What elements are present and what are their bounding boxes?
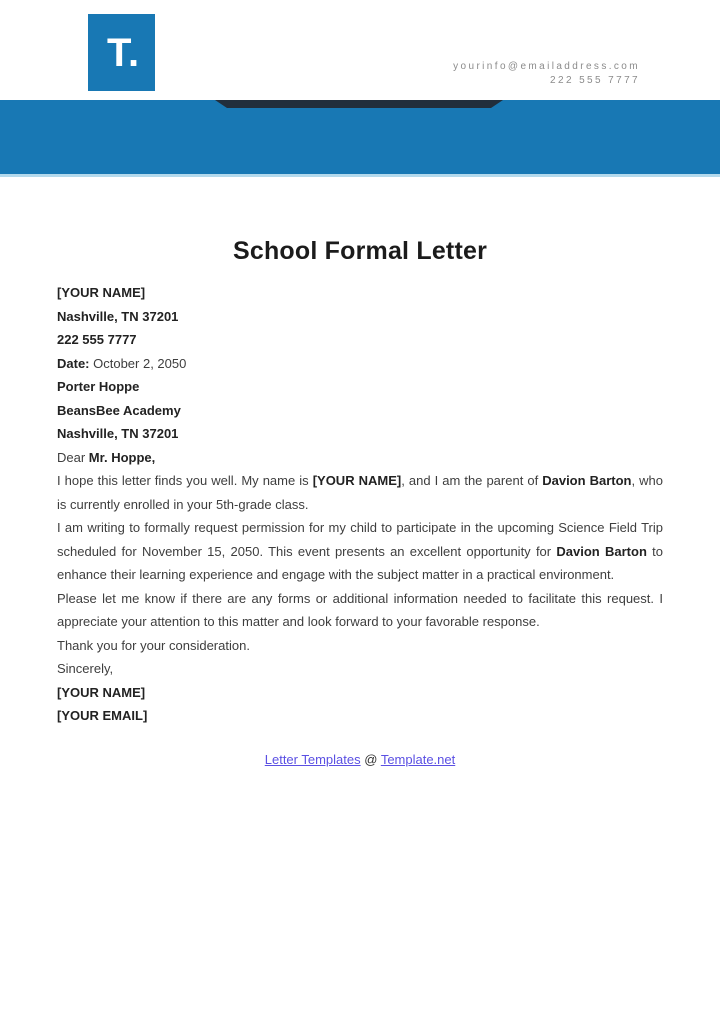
salutation bbox=[57, 446, 663, 470]
p2-student-name: Davion Barton bbox=[556, 543, 647, 559]
sender-name: [YOUR NAME] bbox=[57, 285, 146, 300]
p1-student-name: Davion Barton bbox=[542, 473, 632, 488]
banner-navy-accent-bar bbox=[215, 100, 503, 108]
paragraph-3: Please let me know if there are any forms or additional information needed to facilitate this request. I appreciate your attention to this matter and look forward to your favorable response. bbox=[57, 590, 663, 629]
template-net-link[interactable]: Template.net bbox=[380, 752, 456, 767]
p2-text-a: I am writing to formally request permission for my child to participate in the upcoming Science Field Trip scheduled for November 15, 2050. This event presents an excellent opportunity for bbox=[57, 520, 663, 559]
salutation-name: Mr. Hoppe, bbox=[88, 449, 156, 465]
salutation-prefix: Dear bbox=[57, 449, 89, 465]
p1-text-e: , who is currently enrolled in your 5th-grade class. bbox=[57, 473, 663, 512]
date-label: Date: bbox=[57, 355, 90, 371]
closing: Sincerely, bbox=[57, 661, 114, 676]
p2-text-c: to enhance their learning experience and engage with the subject matter in a practical environment. bbox=[57, 543, 663, 582]
template-logo bbox=[88, 14, 155, 91]
contact-phone: 222 555 7777 bbox=[550, 75, 640, 86]
contact-email: yourinfo@emailaddress.com bbox=[453, 61, 640, 72]
signature-name: [YOUR NAME] bbox=[57, 684, 146, 700]
attribution-separator: @ bbox=[360, 752, 381, 767]
letter-title: School Formal Letter bbox=[232, 237, 488, 265]
letter-body bbox=[57, 281, 663, 728]
date-line bbox=[57, 352, 663, 376]
recipient-address: Nashville, TN 37201 bbox=[57, 426, 179, 441]
recipient-org: BeansBee Academy bbox=[57, 402, 181, 418]
letter-templates-link[interactable]: Letter Templates bbox=[264, 752, 361, 767]
p1-your-name: [YOUR NAME] bbox=[312, 473, 402, 488]
date-value: October 2, 2050 bbox=[89, 355, 187, 371]
paragraph-1 bbox=[57, 469, 663, 516]
paragraph-4: Thank you for your consideration. bbox=[57, 637, 250, 653]
sender-phone: 222 555 7777 bbox=[57, 332, 137, 347]
attribution-line bbox=[0, 748, 720, 772]
p1-text-c: , and I am the parent of bbox=[401, 473, 543, 488]
sender-address: Nashville, TN 37201 bbox=[57, 308, 179, 324]
page-header bbox=[0, 0, 720, 100]
banner-bottom-edge bbox=[0, 174, 720, 177]
recipient-name: Porter Hoppe bbox=[57, 379, 140, 394]
paragraph-2 bbox=[57, 516, 663, 587]
signature-email: [YOUR EMAIL] bbox=[57, 708, 148, 723]
header-banner bbox=[0, 100, 720, 174]
logo-letter-t-icon: T. bbox=[106, 30, 141, 75]
p1-text-a: I hope this letter finds you well. My name is bbox=[57, 473, 313, 488]
contact-block bbox=[453, 60, 640, 88]
